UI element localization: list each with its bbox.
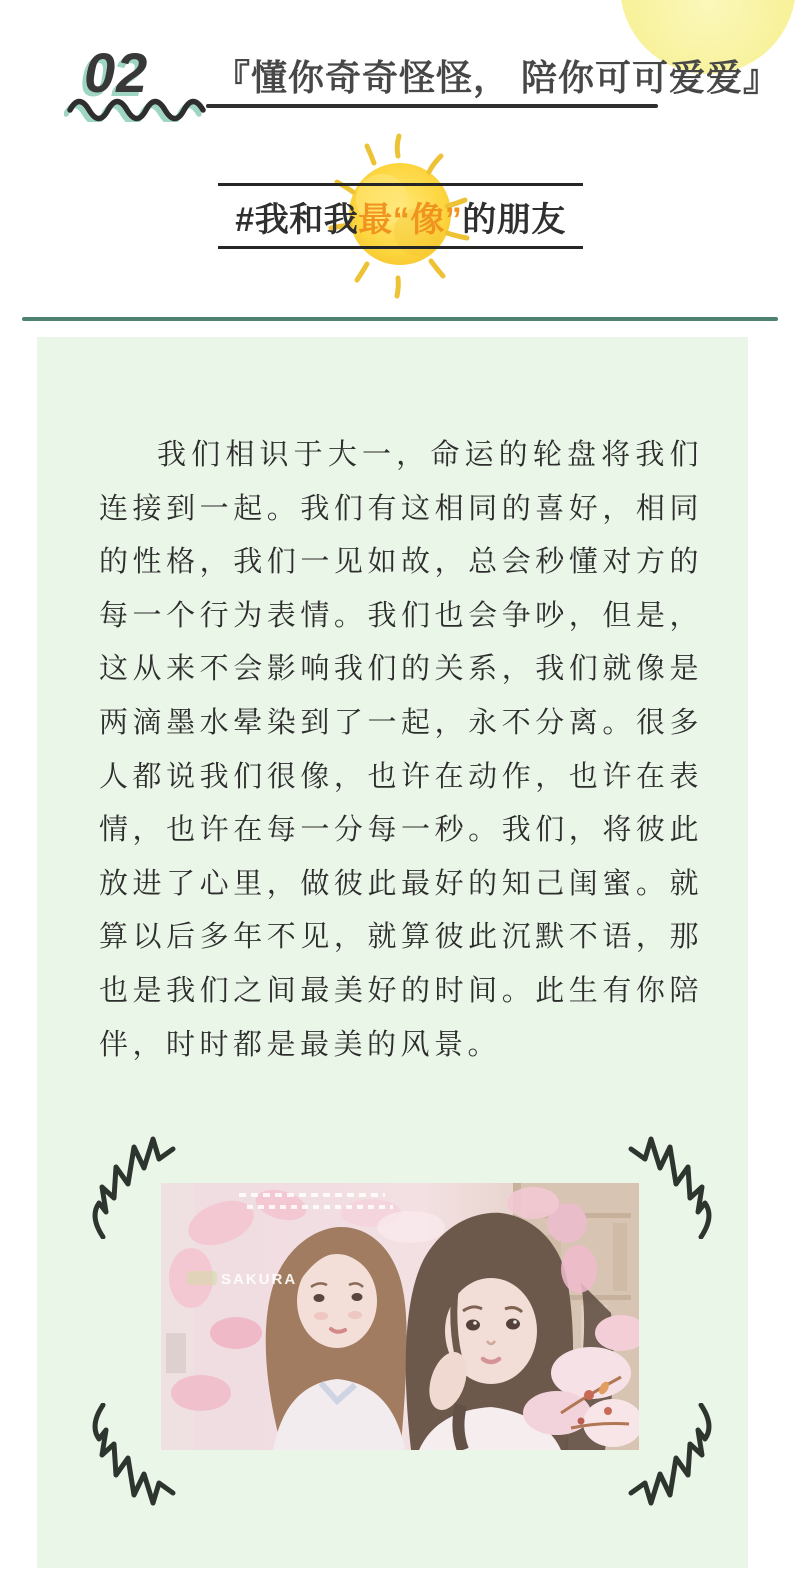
photo-watermark: SAKURA [221,1271,298,1288]
hashtag-highlight: 最“像” [358,200,463,239]
hashtag-suffix: 的朋友 [462,200,566,239]
header-rule [206,104,658,108]
article-paragraph: 我们相识于大一，命运的轮盘将我们连接到一起。我们有这相同的喜好，相同的性格，我们一见如故，总会秒懂对方的每一个行为表情。我们也会争吵，但是，这从来不会影响我们的关系，我们就像是两滴墨水晕染到了一起，永不分离。很多人都说我们很像，也许在动作，也许在表情，也许在每一分每一秒。我们，将彼此放进了心里，做彼此最好的知己闺蜜。就算以后多年不见，就算彼此沉默不语，那也是我们之间最美好的时间。此生有你陪伴，时时都是最美的风景。 [99,439,703,1061]
hashtag-prefix: #我和我 [235,200,359,239]
friends-photo[interactable] [161,1183,639,1450]
teal-divider [22,317,778,321]
content-card [37,337,748,1568]
section-number: 02 [84,41,149,104]
hashtag-title [235,192,565,241]
section-title: 『懂你奇奇怪怪， 陪你可可爱爱』 [214,57,781,98]
squiggle-underline-icon [64,86,214,122]
hashtag-banner [218,183,583,249]
